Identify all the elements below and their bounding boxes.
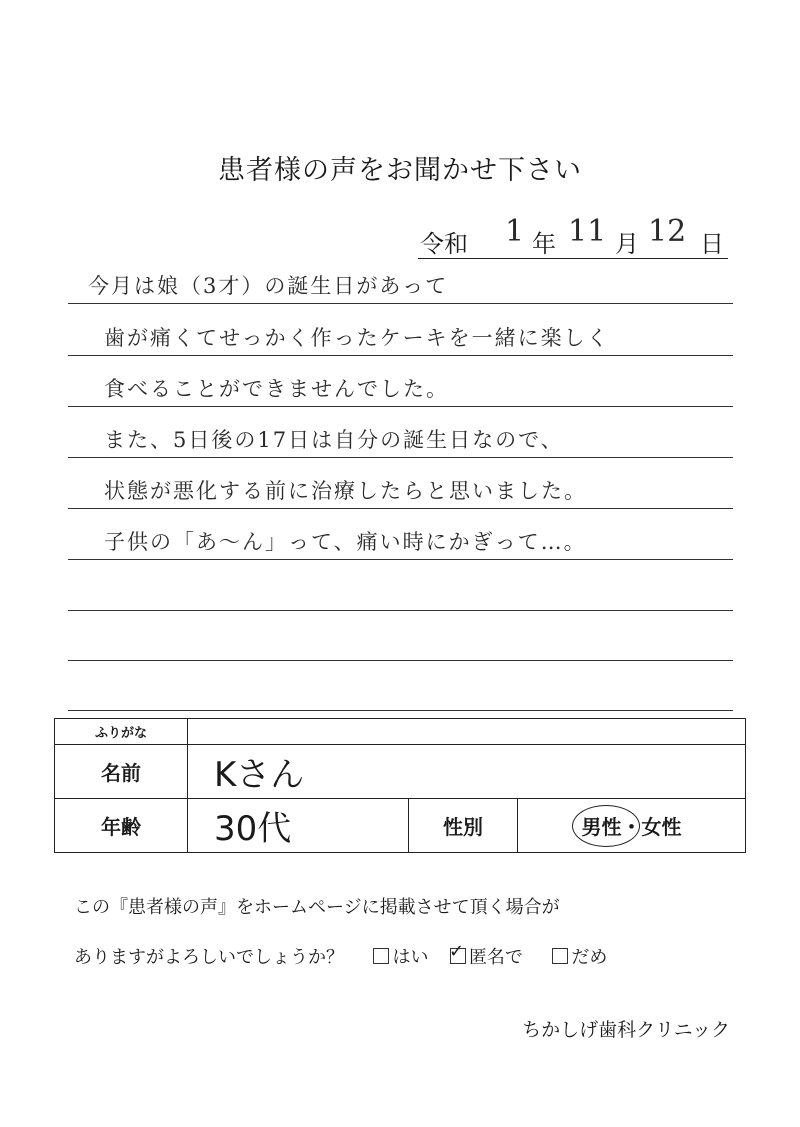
checkmark-icon: ✓	[448, 941, 465, 962]
comment-line-1: 今月は娘（3才）の誕生日があって	[88, 274, 449, 298]
gender-label: 性別	[409, 799, 518, 853]
gender-selected-circle	[572, 805, 640, 847]
date-year: 1	[505, 214, 525, 249]
consent-option-no	[552, 947, 607, 968]
date-day: 12	[648, 214, 687, 249]
date-month-label: 月	[615, 230, 639, 258]
option-no-label: だめ	[571, 947, 608, 968]
date-month: 11	[568, 214, 607, 249]
checkbox-anonymous-checked	[448, 941, 466, 964]
form-title: 患者様の声をお聞かせ下さい	[218, 155, 582, 186]
ruled-line	[68, 406, 733, 407]
ruled-line	[68, 559, 733, 560]
comment-line-3: 食べることができませんでした。	[104, 377, 449, 401]
consent-option-anonymous	[448, 941, 529, 968]
checkbox-no	[552, 948, 568, 964]
date-year-label: 年	[532, 230, 556, 258]
age-field: 30代	[188, 799, 409, 853]
gender-options: 男性・女性	[581, 815, 682, 839]
consent-option-yes	[373, 947, 434, 968]
name-label: 名前	[55, 745, 188, 799]
ruled-line	[68, 710, 733, 711]
ruled-line	[68, 355, 733, 356]
ruled-line	[68, 610, 733, 611]
furigana-label: ふりがな	[55, 719, 188, 745]
option-anonymous-label: 匿名で	[468, 947, 523, 968]
age-label: 年齢	[55, 799, 188, 853]
furigana-field	[188, 719, 746, 745]
comment-line-5: 状態が悪化する前に治療したらと思いました。	[104, 479, 587, 503]
ruled-line	[68, 457, 733, 458]
date-day-label: 日	[700, 230, 724, 258]
checkbox-yes	[373, 948, 389, 964]
clinic-name: ちかしげ歯科クリニック	[522, 1019, 730, 1041]
date-era-label: 令和	[420, 230, 468, 258]
ruled-line	[68, 660, 733, 661]
ruled-line	[68, 508, 733, 509]
date-underline	[418, 258, 728, 259]
comment-line-4: また、5日後の17日は自分の誕生日なので、	[104, 428, 564, 452]
option-yes-label: はい	[392, 947, 429, 968]
consent-text-line-1: この『患者様の声』をホームページに掲載させて頂く場合が	[74, 897, 560, 918]
name-field: Kさん	[188, 745, 746, 799]
comment-line-2: 歯が痛くてせっかく作ったケーキを一緒に楽しく	[104, 326, 610, 350]
consent-text-line-2: ありますがよろしいでしょうか？	[74, 947, 344, 968]
consent-question	[74, 943, 607, 969]
patient-info-table	[54, 718, 746, 853]
comment-line-6: 子供の「あ〜ん」って、痛い時にかぎって…。	[104, 530, 587, 554]
ruled-line	[68, 303, 733, 304]
gender-field	[518, 799, 746, 853]
